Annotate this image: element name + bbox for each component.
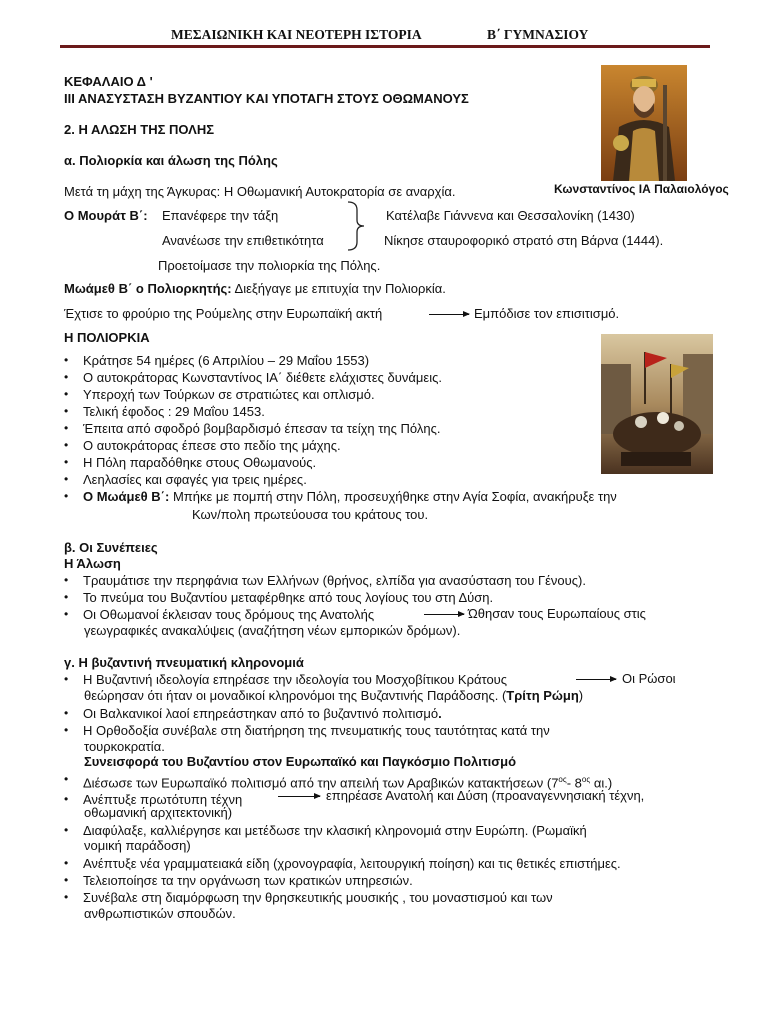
section-b-subheading: Η Άλωση <box>64 556 121 571</box>
list-item: • Ανέπτυξε πρωτότυπη τέχνη <box>58 791 612 808</box>
fort-result: Εμπόδισε τον επισιτισμό. <box>474 306 620 321</box>
mehmed-text: Διεξήγαγε με επιτυχία την Πολιορκία. <box>234 281 446 296</box>
third-rome: Τρίτη Ρώμη <box>506 688 579 703</box>
mehmed-entry-text: Μπήκε με πομπή στην Πόλη, προσευχήθηκε στην Αγία Σοφία, ανακήρυξε την <box>172 489 617 504</box>
list-item: • Οι Οθωμανοί έκλεισαν τους δρόμους της Ανατολής <box>58 606 586 623</box>
orthodoxy-line-2: τουρκοκρατία. <box>84 739 165 754</box>
list-item: • Ο αυτοκράτορας έπεσε στο πεδίο της μάχης. <box>58 437 617 454</box>
list-item: • Συνέβαλε στη διαμόρφωση την θρησκευτικής μουσικής , του μοναστισμού και των <box>58 889 621 906</box>
list-item: • Κράτησε 54 ημέρες (6 Απριλίου – 29 Μαΐου 1553) <box>58 352 617 369</box>
mehmed-entry-text-2: Κων/πολη πρωτεύουσα του κράτους του. <box>192 507 429 522</box>
arrow-icon <box>576 679 616 680</box>
saved-end: αι.) <box>590 775 613 791</box>
list-item: • Τελειοποίησε τα την οργάνωση των κρατικών υπηρεσιών. <box>58 872 621 889</box>
mehmed-entry-label: Ο Μωάμεθ Β΄: <box>83 489 170 504</box>
chapter-title: ΙΙΙ ΑΝΑΣΥΣΤΑΣΗ ΒΥΖΑΝΤΙΟΥ ΚΑΙ ΥΠΟΤΑΓΗ ΣΤΟΥΣ ΟΘΩΜΑΝΟΥΣ <box>64 91 469 106</box>
brace-icon <box>344 200 368 252</box>
section-a-heading: α. Πολιορκία και άλωση της Πόλης <box>64 153 278 168</box>
heritage-list-2 <box>58 705 550 739</box>
siege-list <box>58 352 617 505</box>
arrow-icon <box>429 314 469 315</box>
heritage-list-1 <box>58 671 507 688</box>
moscow-result: Οι Ρώσοι <box>622 671 676 686</box>
siege-heading: Η ΠΟΛΙΟΡΚΙΑ <box>64 330 150 345</box>
saved-text: Διέσωσε των Ευρωπαϊκό πολιτισμό από την απειλή των Αραβικών κατακτήσεων (7 <box>83 775 559 791</box>
moscow-line-2 <box>84 688 583 703</box>
moscow-line-2-text: θεώρησαν ότι ήταν οι μοναδικοί κληρονόμοι της Βυζαντινής Παράδοσης. ( <box>84 688 507 703</box>
murad-result-1: Κατέλαβε Γιάννενα και Θεσσαλονίκη (1430) <box>386 208 635 223</box>
header-rule <box>60 45 710 48</box>
list-item: • Η Βυζαντινή ιδεολογία επηρέασε την ιδεολογία του Μοσχοβίτικου Κράτους <box>58 671 507 688</box>
list-item: • Η Πόλη παραδόθηκε στους Οθωμανούς. <box>58 454 617 471</box>
lesson-title: 2. Η ΑΛΩΣΗ ΤΗΣ ΠΟΛΗΣ <box>64 122 215 137</box>
contribution-heading: Συνεισφορά του Βυζαντίου στον Ευρωπαϊκό και Παγκόσμιο Πολιτισμό <box>84 754 517 769</box>
chapter-label: ΚΕΦΑΛΑΙΟ Δ ' <box>64 74 153 89</box>
classic-line-2: νομική παράδοση) <box>84 838 191 853</box>
list-item: • Ανέπτυξε νέα γραμματειακά είδη (χρονογραφία, λειτουργική ποίηση) και τις θετικές επιστήμες. <box>58 855 621 872</box>
moscow-close: ) <box>578 688 584 703</box>
contribution-list-2 <box>58 822 587 839</box>
section-a-intro: Μετά τη μάχη της Άγκυρας: Η Οθωμανική Αυτοκρατορία σε αναρχία. <box>64 184 456 199</box>
contribution-list-3 <box>58 855 621 906</box>
art-line-2: οθωμανική αρχιτεκτονική) <box>84 805 233 820</box>
portrait-caption: Κωνσταντίνος ΙΑ Παλαιολόγος <box>554 182 729 196</box>
art-result: επηρέασε Ανατολή και Δύση (προαναγεννησιακή τέχνη, <box>326 788 645 803</box>
list-item: • Έπειτα από σφοδρό βομβαρδισμό έπεσαν τα τείχη της Πόλης. <box>58 420 617 437</box>
section-c-heading: γ. Η βυζαντινή πνευματική κληρονομιά <box>64 655 304 670</box>
music-line-2: ανθρωπιστικών σπουδών. <box>84 906 236 921</box>
saved-mid: - 8 <box>566 775 582 791</box>
list-item <box>58 488 617 505</box>
ottoman-result: Ώθησαν τους Ευρωπαίους στις <box>468 606 646 621</box>
murad-item-2: Ανανέωσε την επιθετικότητα <box>162 233 324 248</box>
list-item: • Υπεροχή των Τούρκων σε στρατιώτες και οπλισμό. <box>58 386 617 403</box>
ottoman-line-2: γεωγραφικές ανακαλύψεις (αναζήτηση νέων εμπορικών δρόμων). <box>84 623 461 638</box>
list-item: • Τελική έφοδος : 29 Μαΐου 1453. <box>58 403 617 420</box>
list-item <box>58 705 550 722</box>
list-item: • Διαφύλαξε, καλλιέργησε και μετέδωσε την κλασική κληρονομιά στην Ευρώπη. (Ρωμαϊκή <box>58 822 587 839</box>
arrow-icon <box>278 796 320 797</box>
saved-sup-2: ος <box>581 775 591 784</box>
murad-item-1: Επανέφερε την τάξη <box>162 208 279 223</box>
mehmed-label: Μωάμεθ Β΄ ο Πολιορκητής: <box>64 281 232 296</box>
list-item: • Τραυμάτισε την περηφάνια των Ελλήνων (θρήνος, ελπίδα για ανασύσταση του Γένους). <box>58 572 586 589</box>
section-b-heading: β. Οι Συνέπειες <box>64 540 158 555</box>
saved-sup-1: ος <box>558 775 567 784</box>
document-subject: ΜΕΣΑΙΩΝΙΚΗ ΚΑΙ ΝΕΟΤΕΡΗ ΙΣΤΟΡΙΑ <box>171 27 422 42</box>
murad-item-3: Προετοίμασε την πολιορκία της Πόλης. <box>158 258 381 273</box>
murad-label: Ο Μουράτ Β΄: <box>64 208 148 223</box>
balkans-dot: . <box>438 706 442 721</box>
list-item: • Ο αυτοκράτορας Κωνσταντίνος ΙΑ΄ διέθετε ελάχιστες δυνάμεις. <box>58 369 617 386</box>
balkans-text: Οι Βαλκανικοί λαοί επηρεάστηκαν από το βυζαντινό πολιτισμό <box>83 706 439 721</box>
arrow-icon <box>424 614 464 615</box>
fort-text: Έχτισε το φρούριο της Ρούμελης στην Ευρωπαϊκή ακτή <box>64 306 383 321</box>
portrait-image <box>601 65 687 181</box>
document-grade: Β΄ ΓΥΜΝΑΣΙΟΥ <box>487 27 589 42</box>
list-item: • Η Ορθοδοξία συνέβαλε στη διατήρηση της πνευματικής τους ταυτότητας κατά την <box>58 722 550 739</box>
mehmed-line <box>64 281 446 296</box>
siege-painting <box>601 334 713 474</box>
list-item: • Λεηλασίες και σφαγές για τρεις ημέρες. <box>58 471 617 488</box>
murad-result-2: Νίκησε σταυροφορικό στρατό στη Βάρνα (1444). <box>384 233 664 248</box>
list-item: • Το πνεύμα του Βυζαντίου μεταφέρθηκε από τους λογίους του στη Δύση. <box>58 589 586 606</box>
